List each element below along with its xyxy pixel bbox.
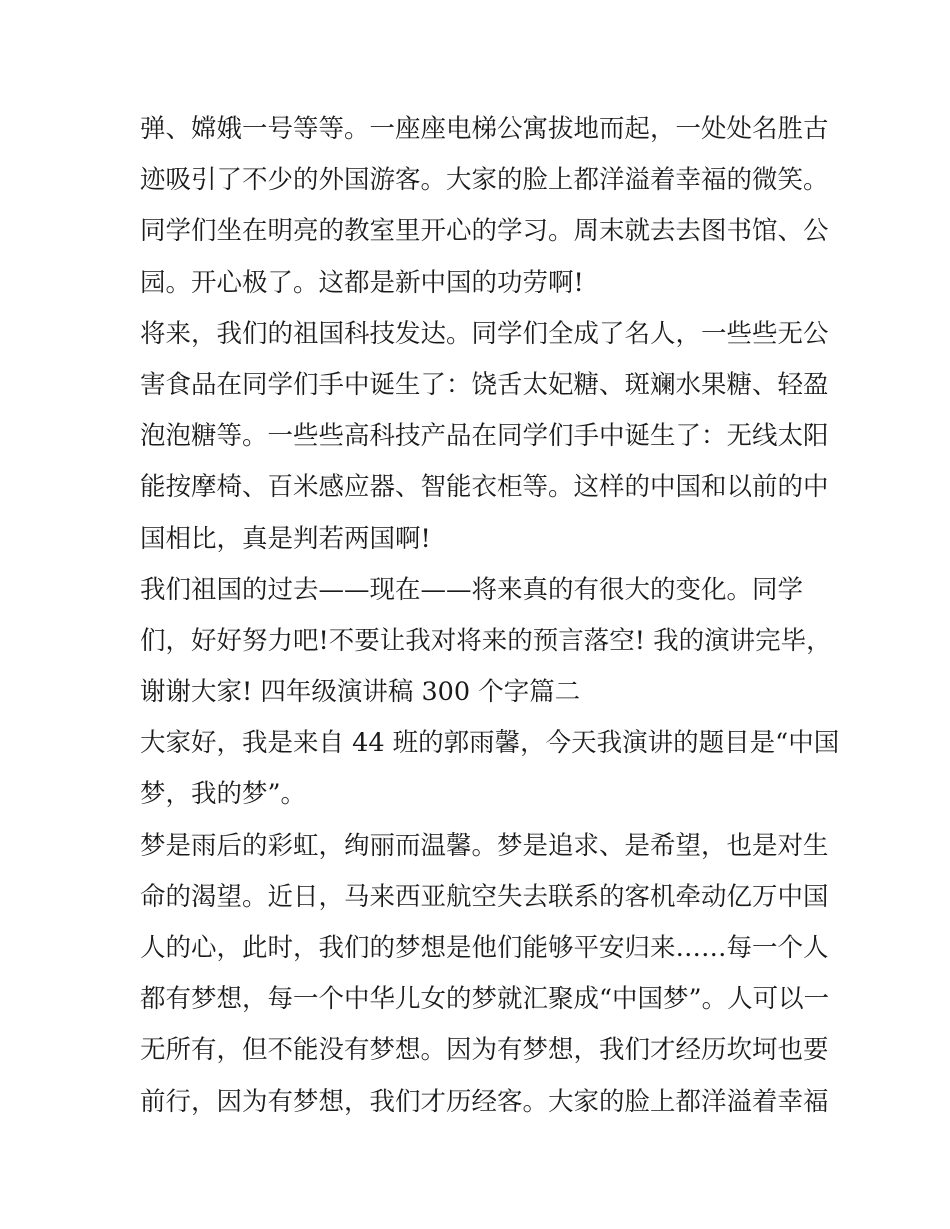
text-line: 人的心，此时，我们的梦想是他们能够平安归来……每一个人 — [140, 933, 829, 963]
text-line: 命的渴望。近日，马来西亚航空失去联系的客机牵动亿万中国 — [140, 881, 829, 912]
text-line: 大家好，我是来自 44 班的郭雨馨，今天我演讲的题目是“中国 — [140, 728, 840, 759]
text-line: 前行，因为有梦想，我们才历经客。大家的脸上都洋溢着幸福 — [140, 1086, 829, 1117]
text-line: 害食品在同学们手中诞生了：饶舌太妃糖、斑斓水果糖、轻盈 — [140, 369, 829, 400]
document-body — [140, 104, 840, 1128]
text-line: 梦是雨后的彩虹，绚丽而温馨。梦是追求、是希望，也是对生 — [140, 830, 829, 861]
text-line: 泡泡糖等。一些些高科技产品在同学们手中诞生了：无线太阳 — [140, 421, 829, 452]
text-line: 国相比，真是判若两国啊! — [140, 523, 431, 554]
text-line: 迹吸引了不少的外国游客。大家的脸上都洋溢着幸福的微笑。 — [140, 165, 829, 196]
text-line: 同学们坐在明亮的教室里开心的学习。周末就去去图书馆、公 — [140, 216, 829, 247]
text-line: 都有梦想，每一个中华儿女的梦就汇聚成“中国梦”。人可以一 — [140, 984, 830, 1015]
text-line: 谢谢大家! 四年级演讲稿 300 个字篇二 — [140, 677, 581, 708]
text-line: 园。开心极了。这都是新中国的功劳啊! — [140, 267, 584, 298]
text-line: 将来，我们的祖国科技发达。同学们全成了名人，一些些无公 — [140, 318, 829, 349]
text-line: 能按摩椅、百米感应器、智能衣柜等。这样的中国和以前的中 — [140, 472, 829, 503]
text-line: 们，好好努力吧!不要让我对将来的预言落空! 我的演讲完毕， — [140, 625, 832, 656]
text-line: 梦，我的梦”。 — [140, 779, 307, 810]
text-line: 弹、嫦娥一号等等。一座座电梯公寓拔地而起，一处处名胜古 — [140, 114, 829, 144]
text-line: 我们祖国的过去——现在——将来真的有很大的变化。同学 — [140, 574, 804, 605]
text-line: 无所有，但不能没有梦想。因为有梦想，我们才经历坎坷也要 — [140, 1035, 829, 1066]
